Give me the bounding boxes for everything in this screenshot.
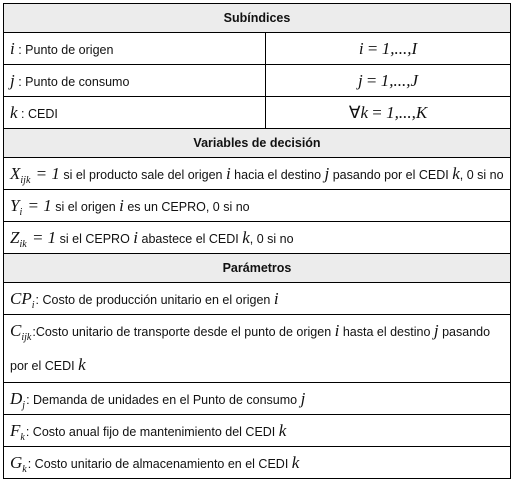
table-row (4, 65, 511, 97)
subindex-definition: k : CEDI (4, 97, 266, 129)
parameter-definition: $CP_i$: Costo de producción unitario en el origen i (4, 283, 511, 315)
subindex-range: ∀k = 1,...,K (266, 97, 511, 129)
table-row (4, 190, 511, 222)
subindex-definition: i : Punto de origen (4, 33, 266, 65)
subindex-definition: j : Punto de consumo (4, 65, 266, 97)
table-row (4, 222, 511, 254)
section-header-parametros: Parámetros (4, 254, 511, 283)
subindex-range: i = 1,...,I (266, 33, 511, 65)
variable-definition: $X_{ijk} = 1$ si el producto sale del origen i hacia el destino j pasando por el CEDI k, 0 si no (4, 158, 511, 190)
section-header-subindices: Subíndices (4, 4, 511, 33)
variable-definition: $Z_{ik} = 1$ si el CEPRO i abastece el CEDI k, 0 si no (4, 222, 511, 254)
parameter-definition: $C_{ijk}:Costo$ unitario de transporte desde el punto de origen i hasta el destino j pasando por el CEDI k (4, 315, 511, 383)
table-row (4, 158, 511, 190)
table-row (4, 315, 511, 383)
parameter-definition: $D_j$: Demanda de unidades en el Punto de consumo j (4, 383, 511, 415)
table-row (4, 447, 511, 479)
subindex-range: j = 1,...,J (266, 65, 511, 97)
section-header-variables: Variables de decisión (4, 129, 511, 158)
variable-definition: $Y_i = 1$ si el origen i es un CEPRO, 0 si no (4, 190, 511, 222)
table-row (4, 33, 511, 65)
parameter-definition: $G_k$: Costo unitario de almacenamiento en el CEDI k (4, 447, 511, 479)
table-row (4, 283, 511, 315)
parameter-definition: $F_k$: Costo anual fijo de mantenimiento del CEDI k (4, 415, 511, 447)
table-row (4, 97, 511, 129)
notation-table (3, 3, 511, 479)
table-row (4, 415, 511, 447)
table-row (4, 383, 511, 415)
